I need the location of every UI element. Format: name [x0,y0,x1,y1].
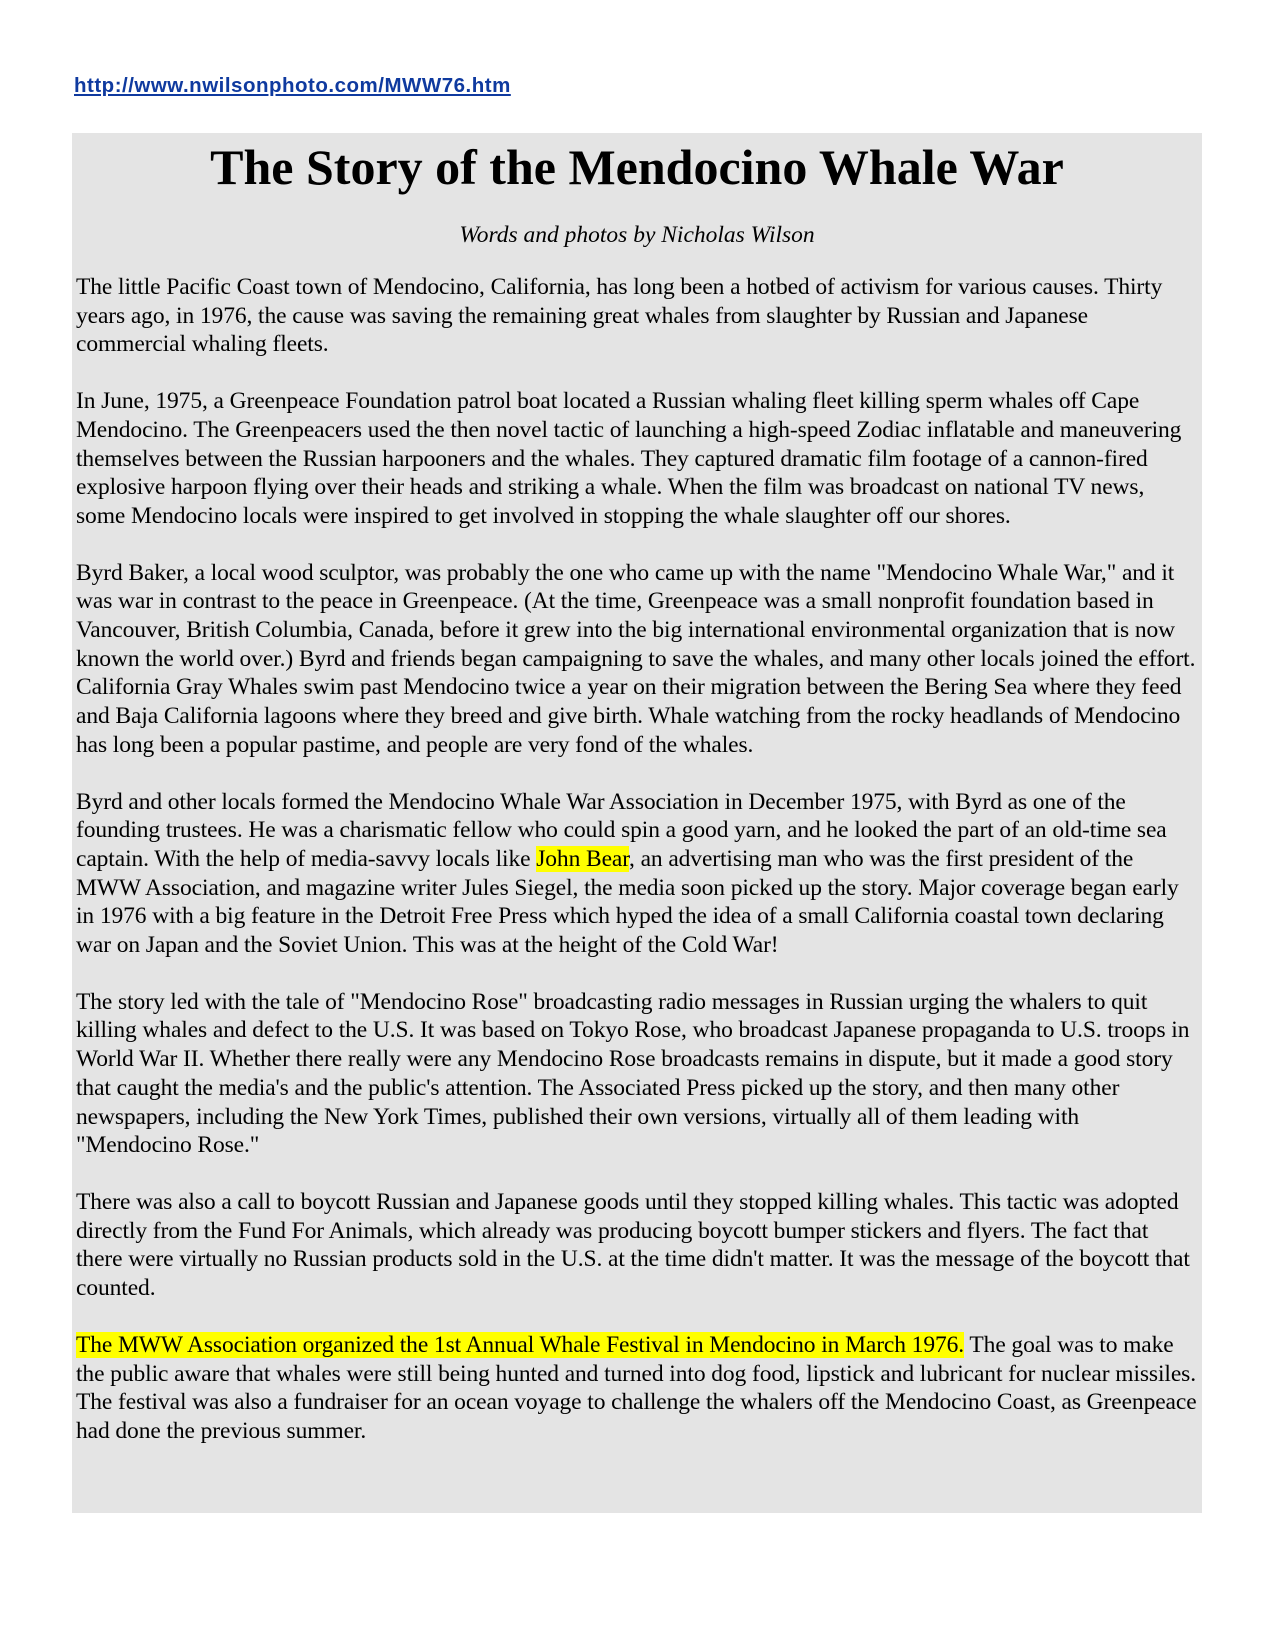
article-title: The Story of the Mendocino Whale War [210,139,1064,195]
paragraph-2: In June, 1975, a Greenpeace Foundation patrol boat located a Russian whaling fleet killing sperm whales off Cape Mendocino. The Greenpeacers used the then novel tactic of launching a high-speed Zodiac inflatable and maneuvering themselves between the Russian harpooners and the whales. They captured dramatic film footage of a cannon-fired explosive harpoon flying over their heads and striking a whale. When the film was broadcast on national TV news, some Mendocino locals were inspired to get involved in stopping the whale slaughter off our shores. [76,388,1182,529]
paragraph-4 [76,788,1198,960]
source-url-link[interactable]: http://www.nwilsonphoto.com/MWW76.htm [74,74,511,97]
paragraph-4-text-start: Byrd and other locals formed the Mendocino Whale War Association in December 1975, with Byrd as one of the founding trustees. He was a charismatic fellow who could spin a good yarn, and he looked the part of an old-time sea captain. With the help of media-savvy locals like [76,788,1167,872]
paragraph-7-text-end: The goal was to make the public aware that whales were still being hunted and turned into dog food, lipstick and lubricant for nuclear missiles. The festival was also a fundraiser for an ocean voyage to challenge the whalers off the Mendocino Coast, as Greenpeace had done the previous summer. [76,1331,1197,1444]
paragraph-3: Byrd Baker, a local wood sculptor, was probably the one who came up with the name "Mendocino Whale War," and it was war in contrast to the peace in Greenpeace. (At the time, Greenpeace was a small nonprofit foundation based in Vancouver, British Columbia, Canada, before it grew into the big international environmental organization that is now known the world over.) Byrd and friends began campaigning to save the whales, and many other locals joined the effort. California Gray Whales swim past Mendocino twice a year on their migration between the Bering Sea where they feed and Baja California lagoons where they breed and give birth. Whale watching from the rocky headlands of Mendocino has long been a popular pastime, and people are very fond of the whales. [76,559,1196,758]
paragraph-4-text-end: , an advertising man who was the first president of the MWW Association, and magazine writer Jules Siegel, the media soon picked up the story. Major coverage began early in 1976 with a big feature in the Detroit Free Press which hyped the idea of a small California coastal town declaring war on Japan and the Soviet Union. This was at the height of the Cold War! [76,845,1179,959]
article-panel [72,133,1202,1513]
highlight-john-bear: John Bear [536,845,630,872]
highlight-whale-festival: The MWW Association organized the 1st Annual Whale Festival in Mendocino in March 1976. [76,1331,965,1358]
paragraph-1: The little Pacific Coast town of Mendocino, California, has long been a hotbed of activism for various causes. Thirty years ago, in 1976, the cause was saving the remaining great whales from slaughter by Russian and Japanese commercial whaling fleets. [76,274,1163,358]
article-byline: Words and photos by Nicholas Wilson [459,222,815,248]
paragraph-7 [76,1331,1198,1446]
paragraph-5: The story led with the tale of "Mendocino Rose" broadcasting radio messages in Russian urging the whalers to quit killing whales and defect to the U.S. It was based on Tokyo Rose, who broadcast Japanese propaganda to U.S. troops in World War II. Whether there really were any Mendocino Rose broadcasts remains in dispute, but it made a good story that caught the media's and the public's attention. The Associated Press picked up the story, and then many other newspapers, including the New York Times, published their own versions, virtually all of them leading with "Mendocino Rose." [76,988,1190,1159]
paragraph-6: There was also a call to boycott Russian and Japanese goods until they stopped killing whales. This tactic was adopted directly from the Fund For Animals, which already was producing boycott bumper stickers and flyers. The fact that there were virtually no Russian products sold in the U.S. at the time didn't matter. It was the message of the boycott that counted. [76,1188,1190,1302]
